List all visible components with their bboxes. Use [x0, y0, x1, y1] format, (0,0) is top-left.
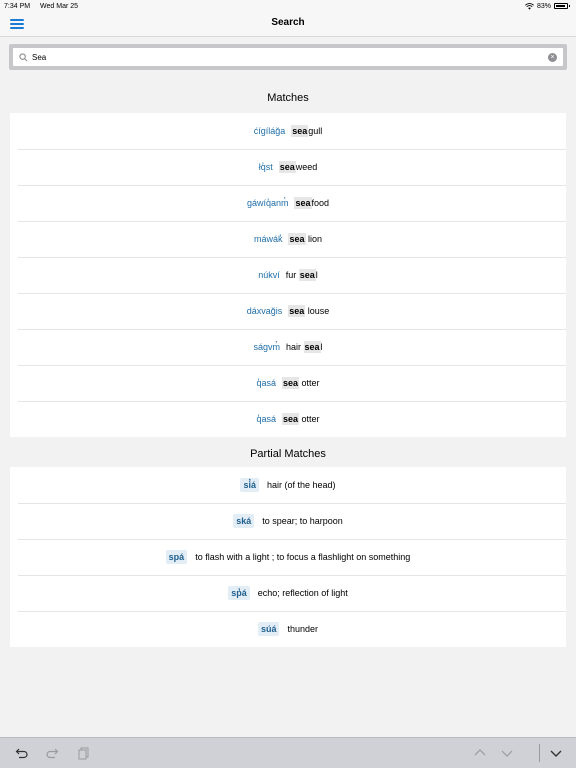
battery-icon: [554, 3, 568, 9]
match-row[interactable]: [10, 185, 566, 221]
search-icon: [19, 53, 28, 62]
search-box[interactable]: [13, 48, 563, 66]
page-title: Search: [271, 17, 305, 28]
match-word: ćígíláğa: [253, 126, 286, 136]
partial-match-word: sp̓á: [228, 586, 250, 600]
search-bar: [9, 44, 567, 70]
nav-bar: [0, 12, 576, 37]
partial-match-word: si̓á: [240, 478, 259, 492]
match-word: núkví: [258, 270, 280, 280]
match-definition: [279, 162, 318, 172]
redo-icon[interactable]: [45, 746, 59, 760]
toolbar-divider: [539, 744, 540, 762]
match-post: louse: [305, 306, 330, 316]
match-pre: fur: [285, 270, 299, 280]
bottom-toolbar: [0, 737, 576, 768]
match-word: dáxvağis: [246, 306, 283, 316]
match-row[interactable]: [10, 257, 566, 293]
match-highlight-text: sea: [289, 234, 305, 244]
search-input[interactable]: [32, 53, 548, 62]
matches-title: Matches: [267, 92, 309, 104]
match-post: l: [315, 270, 318, 280]
wifi-icon: [525, 3, 534, 10]
partial-match-row[interactable]: [10, 575, 566, 611]
partial-match-definition: to spear; to harpoon: [262, 516, 343, 526]
partial-match-definition: echo; reflection of light: [257, 588, 348, 598]
partial-match-row[interactable]: [10, 539, 566, 575]
partial-matches-title: Partial Matches: [250, 448, 326, 460]
match-post: otter: [299, 378, 320, 388]
match-highlight-text: sea: [292, 126, 308, 136]
match-highlight: [282, 377, 299, 389]
match-highlight: [299, 269, 316, 281]
partial-match-word: ská: [233, 514, 254, 528]
partial-match-definition: to flash with a light ; to focus a flashlight on something: [195, 552, 411, 562]
status-left: [4, 3, 86, 10]
match-highlight-text: sea: [282, 414, 299, 424]
match-highlight: [279, 161, 296, 173]
undo-icon[interactable]: [15, 746, 29, 760]
partial-match-row[interactable]: [10, 503, 566, 539]
match-highlight: [288, 305, 305, 317]
match-definition: [286, 270, 318, 280]
match-word: ságvm̓: [253, 342, 280, 352]
match-word: máwák̓: [253, 234, 283, 244]
match-highlight: [291, 125, 308, 137]
status-bar: [0, 0, 576, 12]
match-row[interactable]: [10, 113, 566, 149]
match-word: gáwíq̓anm̓: [246, 198, 289, 208]
match-highlight: [294, 197, 311, 209]
match-post: food: [311, 198, 330, 208]
status-right: [525, 3, 568, 10]
match-definition: [288, 234, 322, 244]
match-highlight-text: sea: [295, 198, 311, 208]
match-definition: [294, 198, 329, 208]
partial-match-word: spá: [166, 550, 188, 564]
match-highlight-text: sea: [304, 342, 320, 352]
match-row[interactable]: [10, 293, 566, 329]
match-definition: [286, 342, 323, 352]
match-highlight: [304, 341, 321, 353]
match-post: weed: [295, 162, 318, 172]
match-word: q̓asá: [256, 378, 276, 388]
match-definition: [282, 414, 320, 424]
match-highlight-text: sea: [289, 306, 305, 316]
battery-percent: 83%: [536, 2, 551, 10]
partial-match-definition: hair (of the head): [266, 480, 336, 490]
clipboard-icon[interactable]: [77, 746, 91, 760]
match-post: l: [320, 342, 323, 352]
status-time: 7:34 PM: [4, 2, 31, 10]
partial-matches-list: [10, 467, 566, 647]
dismiss-keyboard-icon[interactable]: [549, 746, 563, 760]
chevron-up-icon[interactable]: [473, 746, 487, 760]
partial-match-row[interactable]: [10, 611, 566, 647]
match-highlight-text: sea: [282, 378, 299, 388]
clear-search-icon[interactable]: ×: [548, 53, 557, 62]
match-row[interactable]: [10, 329, 566, 365]
match-highlight-text: sea: [299, 270, 315, 280]
match-definition: [291, 126, 322, 136]
matches-list: [10, 113, 566, 437]
match-row[interactable]: [10, 401, 566, 437]
match-pre: hair: [285, 342, 304, 352]
chevron-down-icon[interactable]: [500, 746, 514, 760]
match-row[interactable]: [10, 221, 566, 257]
status-date: Wed Mar 25: [40, 2, 79, 10]
match-word: łq̓st: [258, 162, 273, 172]
partial-match-row[interactable]: [10, 467, 566, 503]
match-highlight: [288, 233, 305, 245]
match-highlight: [282, 413, 299, 425]
match-definition: [288, 306, 329, 316]
match-highlight-text: sea: [279, 162, 295, 172]
match-post: lion: [305, 234, 323, 244]
match-post: gull: [308, 126, 323, 136]
partial-match-definition: thunder: [287, 624, 319, 634]
match-post: otter: [299, 414, 320, 424]
match-word: q̓asá: [256, 414, 276, 424]
match-definition: [282, 378, 320, 388]
match-row[interactable]: [10, 149, 566, 185]
partial-match-word: súá: [258, 622, 280, 636]
match-row[interactable]: [10, 365, 566, 401]
